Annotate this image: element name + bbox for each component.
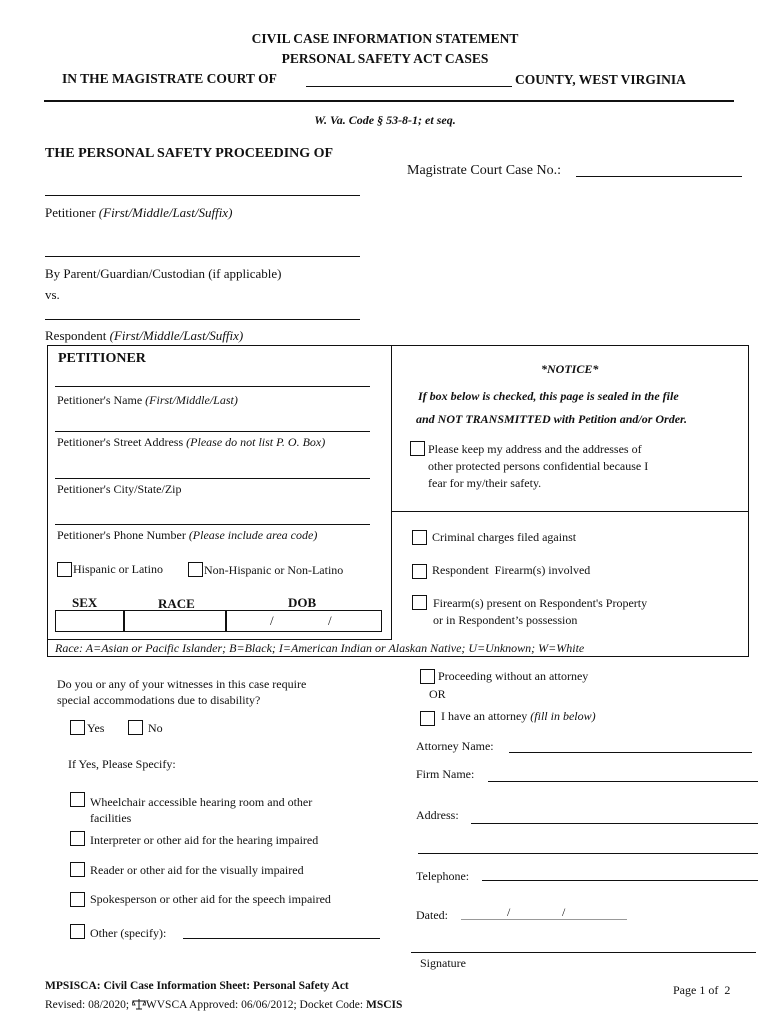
address-label: Address: bbox=[416, 808, 459, 822]
vs-label: vs. bbox=[45, 287, 60, 302]
dated-label: Dated: bbox=[416, 908, 448, 922]
telephone-label: Telephone: bbox=[416, 869, 470, 883]
petitioner-phone-field[interactable] bbox=[55, 524, 370, 525]
accommodations-yes-checkbox[interactable] bbox=[70, 720, 85, 735]
firm-name-field[interactable] bbox=[488, 781, 758, 782]
petitioner-city-label: Petitioner's City/State/Zip bbox=[57, 482, 182, 496]
specify-label: If Yes, Please Specify: bbox=[68, 757, 176, 771]
firearm-involved-label: Respondent Firearm(s) involved bbox=[432, 563, 591, 577]
race-field[interactable] bbox=[123, 610, 227, 632]
accommodations-question: Do you or any of your witnesses in this case require special accommodations due to disability? bbox=[57, 677, 307, 707]
notice-line-2: and NOT TRANSMITTED with Petition and/or Order. bbox=[416, 412, 688, 426]
spokesperson-checkbox[interactable] bbox=[70, 892, 85, 907]
accommodations-no-checkbox[interactable] bbox=[128, 720, 143, 735]
address-field[interactable] bbox=[471, 823, 758, 824]
wheelchair-checkbox[interactable] bbox=[70, 792, 85, 807]
case-no-label: Magistrate Court Case No.: bbox=[407, 163, 561, 178]
confidential-address-label: Please keep my address and the addresses of other protected persons confidential because I fear for my/their safety. bbox=[428, 442, 649, 490]
petitioner-heading: PETITIONER bbox=[58, 351, 146, 366]
notice-divider bbox=[391, 511, 748, 512]
petitioner-city-field[interactable] bbox=[55, 478, 370, 479]
criminal-charges-checkbox[interactable] bbox=[412, 530, 427, 545]
court-suffix: COUNTY, WEST VIRGINIA bbox=[515, 72, 686, 87]
page-number: Page 1 of 2 bbox=[673, 983, 731, 997]
non-hispanic-label: Non-Hispanic or Non-Latino bbox=[204, 563, 344, 577]
notice-title: *NOTICE* bbox=[541, 362, 599, 376]
interpreter-checkbox[interactable] bbox=[70, 831, 85, 846]
other-specify-field[interactable] bbox=[183, 938, 380, 939]
criminal-charges-label: Criminal charges filed against bbox=[432, 530, 577, 544]
spokesperson-label: Spokesperson or other aid for the speech impaired bbox=[90, 892, 331, 906]
without-attorney-label: Proceeding without an attorney bbox=[438, 669, 589, 683]
form-id: MPSISCA: Civil Case Information Sheet: Personal Safety Act bbox=[45, 980, 349, 992]
date-separator: / bbox=[562, 905, 566, 919]
other-label: Other (specify): bbox=[90, 926, 167, 940]
firearm-present-checkbox[interactable] bbox=[412, 595, 427, 610]
dated-field[interactable] bbox=[461, 919, 627, 920]
form-subtitle: PERSONAL SAFETY ACT CASES bbox=[281, 51, 489, 66]
telephone-field[interactable] bbox=[482, 880, 758, 881]
dob-field[interactable] bbox=[225, 610, 382, 632]
scales-icon bbox=[132, 998, 146, 1013]
respondent-caption-label: Respondent (First/Middle/Last/Suffix) bbox=[45, 328, 244, 343]
have-attorney-checkbox[interactable] bbox=[420, 711, 435, 726]
revision-line: Revised: 08/2020; WVSCA Approved: 06/06/2012; Docket Code: MSCIS bbox=[45, 999, 403, 1011]
respondent-name-field[interactable] bbox=[45, 319, 360, 320]
firm-name-label: Firm Name: bbox=[416, 767, 475, 781]
sex-field[interactable] bbox=[55, 610, 125, 632]
signature-label: Signature bbox=[420, 956, 466, 970]
dob-label: DOB bbox=[288, 595, 317, 610]
accommodations-yes-label: Yes bbox=[87, 721, 105, 735]
have-attorney-label: I have an attorney (fill in below) bbox=[441, 709, 596, 723]
reader-label: Reader or other aid for the visually impaired bbox=[90, 863, 304, 877]
attorney-name-label: Attorney Name: bbox=[416, 739, 494, 753]
other-checkbox[interactable] bbox=[70, 924, 85, 939]
case-no-field[interactable] bbox=[576, 176, 742, 177]
notice-line-1: If box below is checked, this page is sealed in the file bbox=[418, 389, 679, 403]
firearm-present-label: Firearm(s) present on Respondent's Property or in Respondent’s possession bbox=[433, 596, 648, 627]
petitioner-caption-label: Petitioner (First/Middle/Last/Suffix) bbox=[45, 205, 233, 220]
signature-field[interactable] bbox=[411, 952, 756, 953]
petitioner-full-name-field[interactable] bbox=[55, 386, 370, 387]
petitioner-street-field[interactable] bbox=[55, 431, 370, 432]
petitioner-street-label: Petitioner's Street Address (Please do not list P. O. Box) bbox=[57, 435, 326, 449]
non-hispanic-checkbox[interactable] bbox=[188, 562, 203, 577]
guardian-field[interactable] bbox=[45, 256, 360, 257]
firearm-involved-checkbox[interactable] bbox=[412, 564, 427, 579]
reader-checkbox[interactable] bbox=[70, 862, 85, 877]
interpreter-label: Interpreter or other aid for the hearing impaired bbox=[90, 833, 319, 847]
dob-separator: / bbox=[328, 613, 332, 628]
petitioner-name-label: Petitioner's Name (First/Middle/Last) bbox=[57, 393, 238, 407]
proceeding-heading: THE PERSONAL SAFETY PROCEEDING OF bbox=[45, 146, 334, 161]
race-label: RACE bbox=[158, 596, 195, 611]
confidential-address-checkbox[interactable] bbox=[410, 441, 425, 456]
race-legend: Race: A=Asian or Pacific Islander; B=Black; I=American Indian or Alaskan Native; U=Unknown; W=White bbox=[55, 641, 585, 655]
form-title: CIVIL CASE INFORMATION STATEMENT bbox=[251, 31, 519, 46]
legend-rule bbox=[47, 639, 392, 640]
header-rule bbox=[44, 100, 734, 102]
petitioner-name-field[interactable] bbox=[45, 195, 360, 196]
code-reference: W. Va. Code § 53-8-1; et seq. bbox=[314, 113, 456, 127]
or-label: OR bbox=[429, 687, 446, 701]
hispanic-checkbox[interactable] bbox=[57, 562, 72, 577]
without-attorney-checkbox[interactable] bbox=[420, 669, 435, 684]
box-divider bbox=[391, 345, 392, 639]
petitioner-phone-label: Petitioner's Phone Number (Please include area code) bbox=[57, 528, 318, 542]
guardian-label: By Parent/Guardian/Custodian (if applicable) bbox=[45, 266, 282, 281]
address-field-2[interactable] bbox=[418, 853, 758, 854]
court-prefix: IN THE MAGISTRATE COURT OF bbox=[62, 71, 277, 86]
hispanic-label: Hispanic or Latino bbox=[73, 562, 163, 576]
date-separator: / bbox=[507, 905, 511, 919]
sex-label: SEX bbox=[72, 595, 98, 610]
attorney-name-field[interactable] bbox=[509, 752, 752, 753]
dob-separator: / bbox=[270, 613, 274, 628]
accommodations-no-label: No bbox=[148, 721, 163, 735]
wheelchair-label: Wheelchair accessible hearing room and other facilities bbox=[90, 795, 313, 825]
county-field[interactable] bbox=[306, 86, 512, 87]
